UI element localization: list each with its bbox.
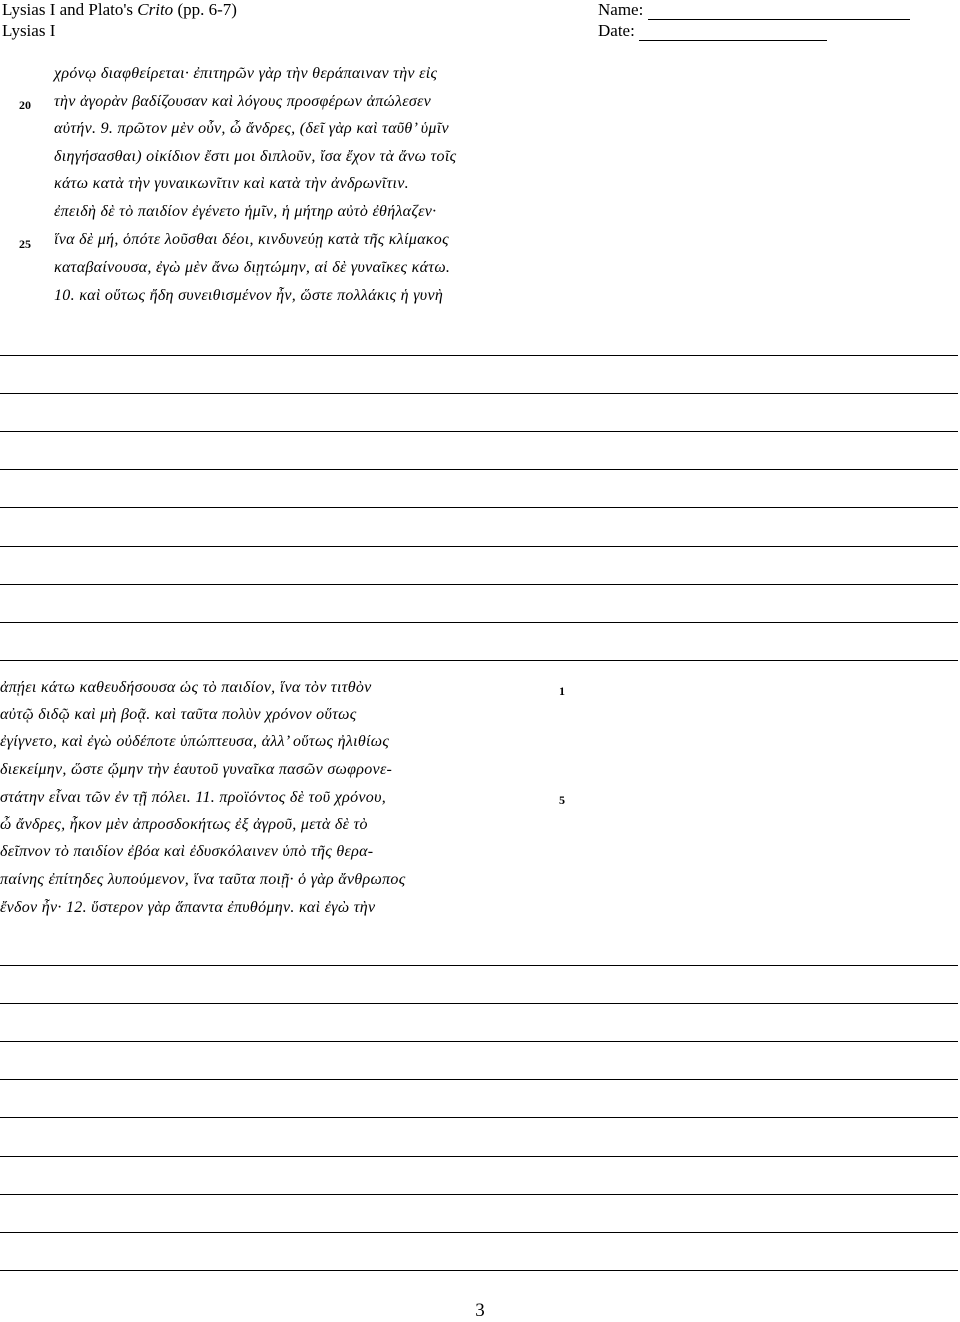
writing-line[interactable] <box>0 393 958 394</box>
writing-line[interactable] <box>0 1079 958 1080</box>
greek-line: 10. καὶ οὕτως ἤδη συνειθισμένον ἦν, ὥστε πολλάκις ἡ γυνὴ <box>54 287 444 304</box>
writing-line[interactable] <box>0 355 958 356</box>
greek-line: τὴν ἀγορὰν βαδίζουσαν καὶ λόγους προσφέρων ἀπώλεσεν <box>54 93 432 110</box>
name-field <box>598 0 910 20</box>
greek-line: ἵνα δὲ μή, ὁπότε λοῦσθαι δέοι, κινδυνεύῃ κατὰ τῆς κλίμακος <box>54 231 449 248</box>
page-number: 3 <box>475 1300 485 1321</box>
greek-line: παίνης ἐπίτηδες λυπούμενον, ἵνα ταῦτα ποιῇ· ὁ γὰρ ἄνθρωπος <box>0 871 406 888</box>
greek-line: στάτην εἶναι τῶν ἐν τῇ πόλει. 11. προϊόντος δὲ τοῦ χρόνου, <box>0 789 387 806</box>
greek-line: ἐπειδὴ δὲ τὸ παιδίον ἐγένετο ἡμῖν, ἡ μήτηρ αὐτὸ ἐθήλαζεν· <box>54 203 437 220</box>
writing-line[interactable] <box>0 622 958 623</box>
writing-line[interactable] <box>0 1194 958 1195</box>
name-label: Name: <box>598 0 644 19</box>
writing-line[interactable] <box>0 660 958 661</box>
date-label: Date: <box>598 21 635 40</box>
greek-line: αὐτήν. 9. πρῶτον μὲν οὖν, ὦ ἄνδρες, (δεῖ γὰρ καὶ ταῦθ’ ὑμῖν <box>54 120 449 137</box>
title-suffix: (pp. 6-7) <box>173 0 237 19</box>
line-number-20: 20 <box>19 98 31 112</box>
writing-line[interactable] <box>0 1003 958 1004</box>
greek-line: ὦ ἄνδρες, ἧκον μὲν ἀπροσδοκήτως ἐξ ἀγροῦ, μετὰ δὲ τὸ <box>0 816 368 833</box>
line-number-5: 5 <box>559 793 565 807</box>
writing-line[interactable] <box>0 965 958 966</box>
line-number-25: 25 <box>19 237 31 251</box>
writing-line[interactable] <box>0 1156 958 1157</box>
writing-line[interactable] <box>0 584 958 585</box>
greek-line: ἀπῄει κάτω καθευδήσουσα ὡς τὸ παιδίον, ἵνα τὸν τιτθὸν <box>0 679 372 696</box>
line-number-1: 1 <box>559 684 565 698</box>
greek-line: κάτω κατὰ τὴν γυναικωνῖτιν καὶ κατὰ τὴν ἀνδρωνῖτιν. <box>54 175 409 192</box>
greek-line: καταβαίνουσα, ἐγὼ μὲν ἄνω διῃτώμην, αἱ δὲ γυναῖκες κάτω. <box>54 259 451 276</box>
writing-line[interactable] <box>0 1117 958 1118</box>
title-italic: Crito <box>137 0 174 19</box>
worksheet-title <box>2 0 237 20</box>
writing-line[interactable] <box>0 507 958 508</box>
title-prefix: Lysias I and Plato's <box>2 0 138 19</box>
greek-line: ἐγίγνετο, καὶ ἐγὼ οὐδέποτε ὑπώπτευσα, ἀλλ’ οὕτως ἠλιθίως <box>0 733 390 750</box>
greek-line: αὐτῷ διδῷ καὶ μὴ βοᾷ. καὶ ταῦτα πολὺν χρόνον οὕτως <box>0 706 357 723</box>
worksheet-subtitle: Lysias I <box>2 21 56 40</box>
greek-line: διηγήσασθαι) οἰκίδιον ἔστι μοι διπλοῦν, ἴσα ἔχον τὰ ἄνω τοῖς <box>54 148 457 165</box>
date-blank[interactable] <box>639 24 827 41</box>
greek-line: ἔνδον ἦν· 12. ὕστερον γὰρ ἅπαντα ἐπυθόμην. καὶ ἐγὼ τὴν <box>0 899 376 916</box>
writing-line[interactable] <box>0 546 958 547</box>
writing-line[interactable] <box>0 469 958 470</box>
greek-line: διεκείμην, ὥστε ᾤμην τὴν ἑαυτοῦ γυναῖκα πασῶν σωφρονε- <box>0 761 393 778</box>
name-blank[interactable] <box>648 3 910 20</box>
greek-line: δεῖπνον τὸ παιδίον ἐβόα καὶ ἐδυσκόλαινεν ὑπὸ τῆς θερα- <box>0 843 374 860</box>
date-field <box>598 21 827 41</box>
greek-line: χρόνῳ διαφθείρεται· ἐπιτηρῶν γὰρ τὴν θεράπαιναν τὴν εἰς <box>54 65 438 82</box>
writing-line[interactable] <box>0 1041 958 1042</box>
writing-line[interactable] <box>0 1270 958 1271</box>
writing-line[interactable] <box>0 431 958 432</box>
writing-line[interactable] <box>0 1232 958 1233</box>
